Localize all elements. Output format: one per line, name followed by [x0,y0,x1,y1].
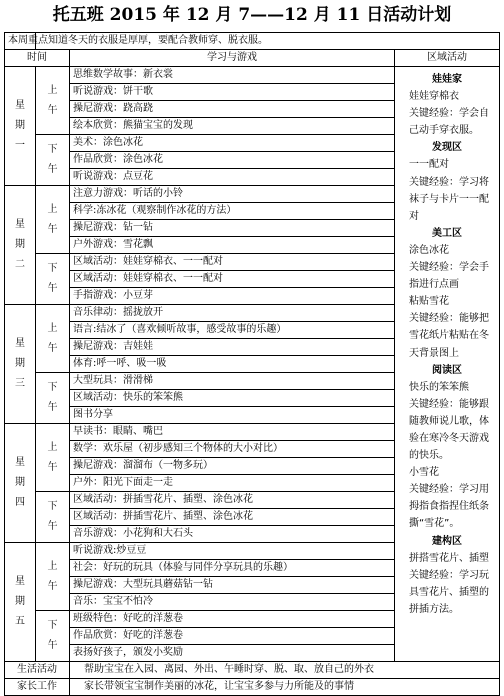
header-time: 时间 [5,50,70,67]
activity-cell: 班级特色：好吃的洋葱卷 [70,611,395,628]
activity-plan-table [4,32,500,696]
parents-row [5,679,500,696]
area-line: 关键经验：学习用拇指食指捏住纸条撕“雪花”。 [409,484,489,530]
activity-cell: 思维数学故事：新衣裳 [70,67,395,84]
table-row [5,67,500,84]
am-label: 上 午 [36,67,70,135]
pm-label: 下 午 [36,254,70,305]
activity-cell: 听说游戏:炒豆豆 [70,543,395,560]
area-line: 关键经验：能够把雪花纸片粘贴在冬天背景图上 [409,313,489,359]
day-label-text: 星 期 三 [15,338,25,389]
area-line: 关键经验：能够跟随教师说儿歌，体验在寒冷冬天游戏的快乐。 [409,398,489,462]
area-line: 快乐的笨笨熊 [409,381,469,393]
area-line: 关键经验：学习玩具雪花片、插塑的拼插方法。 [409,569,489,615]
day-label [5,543,36,662]
area-line: 关键经验：学会手指进行点画 [409,262,489,291]
activity-cell: 音乐游戏：小花狗和大石头 [70,526,395,543]
life-value: 帮助宝宝在入园、离园、外出、午睡时穿、脱、取、放自己的外衣 [70,662,500,679]
area-name: 阅读区 [432,364,463,376]
activity-cell: 操尼游戏：跷高跷 [70,101,395,118]
area-name: 发现区 [432,142,463,154]
activity-cell: 音乐：宝宝不怕冷 [70,594,395,611]
day-label [5,186,36,305]
life-label: 生活活动 [5,662,70,679]
activity-cell: 区域活动：拼插雪花片、插塑、涂色冰花 [70,509,395,526]
activity-cell: 区域活动：快乐的笨笨熊 [70,390,395,407]
parents-value: 家长带领宝宝制作美丽的冰花，让宝宝多参与力所能及的事情 [70,679,500,696]
area-name: 建构区 [432,535,463,547]
area-name: 美工区 [432,227,463,239]
am-label: 上 午 [36,305,70,373]
activity-cell: 手指游戏：小豆芽 [70,288,395,305]
day-label-text: 星 期 五 [15,576,25,627]
page-title: 托五班 2015 年 12 月 7——12 月 11 日活动计划 [52,5,452,25]
day-label-text: 星 期 二 [15,219,25,270]
activity-cell: 区域活动：娃娃穿棉衣、一一配对 [70,271,395,288]
header-learning: 学习与游戏 [70,50,395,67]
pm-label: 下 午 [36,373,70,424]
activity-cell: 注意力游戏：听话的小铃 [70,186,395,203]
activity-cell: 数学：欢乐屋（初步感知三个物体的大小对比） [70,441,395,458]
activity-cell: 音乐律动：摇拢放开 [70,305,395,322]
activity-cell: 区域活动：拼插雪花片、插塑、涂色冰花 [70,492,395,509]
focus-value: 知道冬天的衣服是厚厚，要配合教师穿、脱衣服。 [36,33,500,50]
am-label: 上 午 [36,424,70,492]
activity-cell: 绘本欣赏：熊猫宝宝的发现 [70,118,395,135]
activity-cell: 美术：涂色冰花 [70,135,395,152]
day-label [5,67,36,186]
day-label-text: 星 期 四 [15,457,25,508]
activity-cell: 听说游戏：饼干歌 [70,84,395,101]
header-row [5,50,500,67]
activity-cell: 操尼游戏：吉娃娃 [70,339,395,356]
day-label [5,424,36,543]
activity-cell: 早读书：眼睛、嘴巴 [70,424,395,441]
activity-cell: 社会：好玩的玩具（体验与同伴分享玩具的乐趣） [70,560,395,577]
activity-cell: 区域活动：娃娃穿棉衣、一一配对 [70,254,395,271]
activity-cell: 操尼游戏：溜溜布（一物多玩） [70,458,395,475]
area-line: 拼搭雪花片、插塑 [409,552,489,564]
area-line: 一一配对 [409,159,449,171]
day-label-text: 星 期 一 [15,100,25,151]
activity-cell: 表扬好孩子，颁发小奖励 [70,645,395,662]
parents-label: 家长工作 [5,679,70,696]
activity-cell: 大型玩具：滑滑梯 [70,373,395,390]
activity-cell: 作品欣赏：好吃的洋葱卷 [70,628,395,645]
pm-label: 下 午 [36,611,70,662]
focus-label: 本周重点 [5,33,36,50]
activity-cell: 操尼游戏：大型玩具蘑菇钻一钻 [70,577,395,594]
life-row [5,662,500,679]
activity-cell: 户外：阳光下面走一走 [70,475,395,492]
area-line: 涂色冰花 [409,244,449,256]
focus-row [5,33,500,50]
am-label: 上 午 [36,186,70,254]
am-label: 上 午 [36,543,70,611]
area-activities [395,67,500,662]
area-line: 关键经验：学会自己动手穿衣服。 [409,108,489,137]
area-line: 关键经验：学习将袜子与卡片一一配对 [409,176,489,222]
activity-cell: 户外游戏：雪花飘 [70,237,395,254]
activity-cell: 操尼游戏：钻一钻 [70,220,395,237]
area-name: 娃娃家 [432,74,463,85]
pm-label: 下 午 [36,135,70,186]
area-line: 娃娃穿棉衣 [409,91,459,103]
activity-cell: 科学:冻冰花（观察制作冰花的方法） [70,203,395,220]
activity-cell: 作品欣赏：涂色冰花 [70,152,395,169]
activity-cell: 体育:呼一呼、吸一吸 [70,356,395,373]
area-line: 小雪花 [409,467,439,479]
activity-cell: 图书分享 [70,407,395,424]
activity-cell: 听说游戏：点豆花 [70,169,395,186]
header-area: 区域活动 [395,50,500,67]
day-label [5,305,36,424]
activity-cell: 语言:结冰了（喜欢倾听故事，感受故事的乐趣） [70,322,395,339]
area-line: 粘贴雪花 [409,296,449,308]
pm-label: 下 午 [36,492,70,543]
